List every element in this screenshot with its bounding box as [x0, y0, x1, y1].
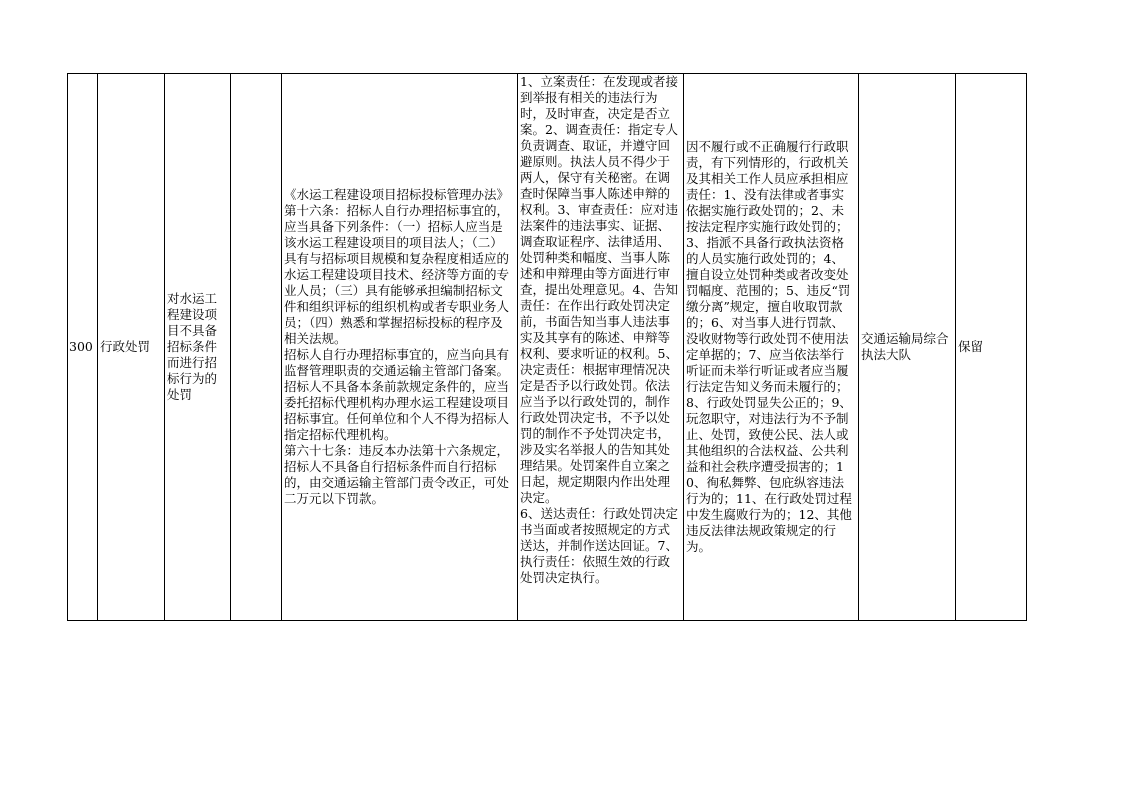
responsibility-cell — [518, 74, 684, 621]
accountability-text: 因不履行或不正确履行行政职责，有下列情形的，行政机关及其相关工作人员应承担相应责任：1、没有法律或者事实依据实施行政处罚的；2、未按法定程序实施行政处罚的；3、指派不具备行政执法资格的人员实施行政处罚的；4、擅自设立处罚种类或者改变处罚幅度、范围的；5、违反“罚缴分离”规定，擅自收取罚款的；6、对当事人进行罚款、没收财物等行政处罚不使用法定单据的；7、应当依法举行听证而未举行听证或者应当履行法定告知义务而未履行的；8、行政处罚显失公正的；9、玩忽职守，对违法行为不予制止、处罚，致使公民、法人或其他组织的合法权益、公共利益和社会秩序遭受损害的；10、徇私舞弊、包庇纵容违法行为的；11、在行政处罚过程中发生腐败行为的；12、其他违反法律法规政策规定的行为。 — [686, 139, 852, 554]
seq-number: 300 — [69, 339, 93, 354]
item-name-cell — [165, 74, 231, 621]
category-cell — [98, 74, 165, 621]
remark-cell — [956, 74, 1027, 621]
remark-text: 保留 — [958, 339, 984, 354]
item-name-text: 对水运工程建设项目不具备招标条件而进行招标行为的处罚 — [167, 291, 218, 402]
responsibility-text: 1、立案责任：在发现或者接到举报有相关的违法行为时，及时审查，决定是否立案。2、调查责任：指定专人负责调查、取证，并遵守回避原则。执法人员不得少于两人，保守有关秘密。在调查时保障当事人陈述申辩的权利。3、审查责任：应对违法案件的违法事实、证据、调查取证程序、法律适用、处罚种类和幅度、当事人陈述和申辩理由等方面进行审查，提出处理意见。4、告知责任：在作出行政处罚决定前，书面告知当事人违法事实及其享有的陈述、申辩等权利、要求听证的权利。5、决定责任：根据审理情况决定是否予以行政处罚。依法应当予以行政处罚的，制作行政处罚决定书，不予以处罚的制作不予处罚决定书，涉及实名举报人的告知其处理结果。处罚案件自立案之日起，规定期限内作出处理决定。 6、送达责任：行政处罚决定书当面或者按照规定的方式送达，并制作送达回证。7、执行责任：依照生效的行政处罚决定执行。 — [520, 74, 678, 585]
table-row — [68, 74, 1027, 621]
legal-basis-text: 《水运工程建设项目招标投标管理办法》 第十六条：招标人自行办理招标事宜的，应当具备下列条件：（一）招标人应当是该水运工程建设项目的项目法人；（二）具有与招标项目规模和复杂程度相适应的水运工程建设项目技术、经济等方面的专业人员；（三）具有能够承担编制招标文件和组织评标的组织机构或者专职业务人员；（四）熟悉和掌握招标投标的程序及相关法规。 招标人自行办理招标事宜的，应当向具有监督管理职责的交通运输主管部门备案。 招标人不具备本条前款规定条件的，应当委托招标代理机构办理水运工程建设项目招标事宜。任何单位和个人不得为招标人指定招标代理机构。 第六十七条：违反本办法第十六条规定，招标人不具备自行招标条件而自行招标的，由交通运输主管部门责令改正，可处二万元以下罚款。 — [284, 187, 510, 506]
seq-cell — [68, 74, 98, 621]
category-text: 行政处罚 — [100, 339, 151, 354]
agency-text: 交通运输局综合执法大队 — [861, 331, 949, 362]
agency-cell — [859, 74, 956, 621]
basis-cell — [282, 74, 518, 621]
power-list-table — [67, 73, 1027, 621]
accountability-cell — [684, 74, 859, 621]
sub-item-cell — [231, 74, 282, 621]
